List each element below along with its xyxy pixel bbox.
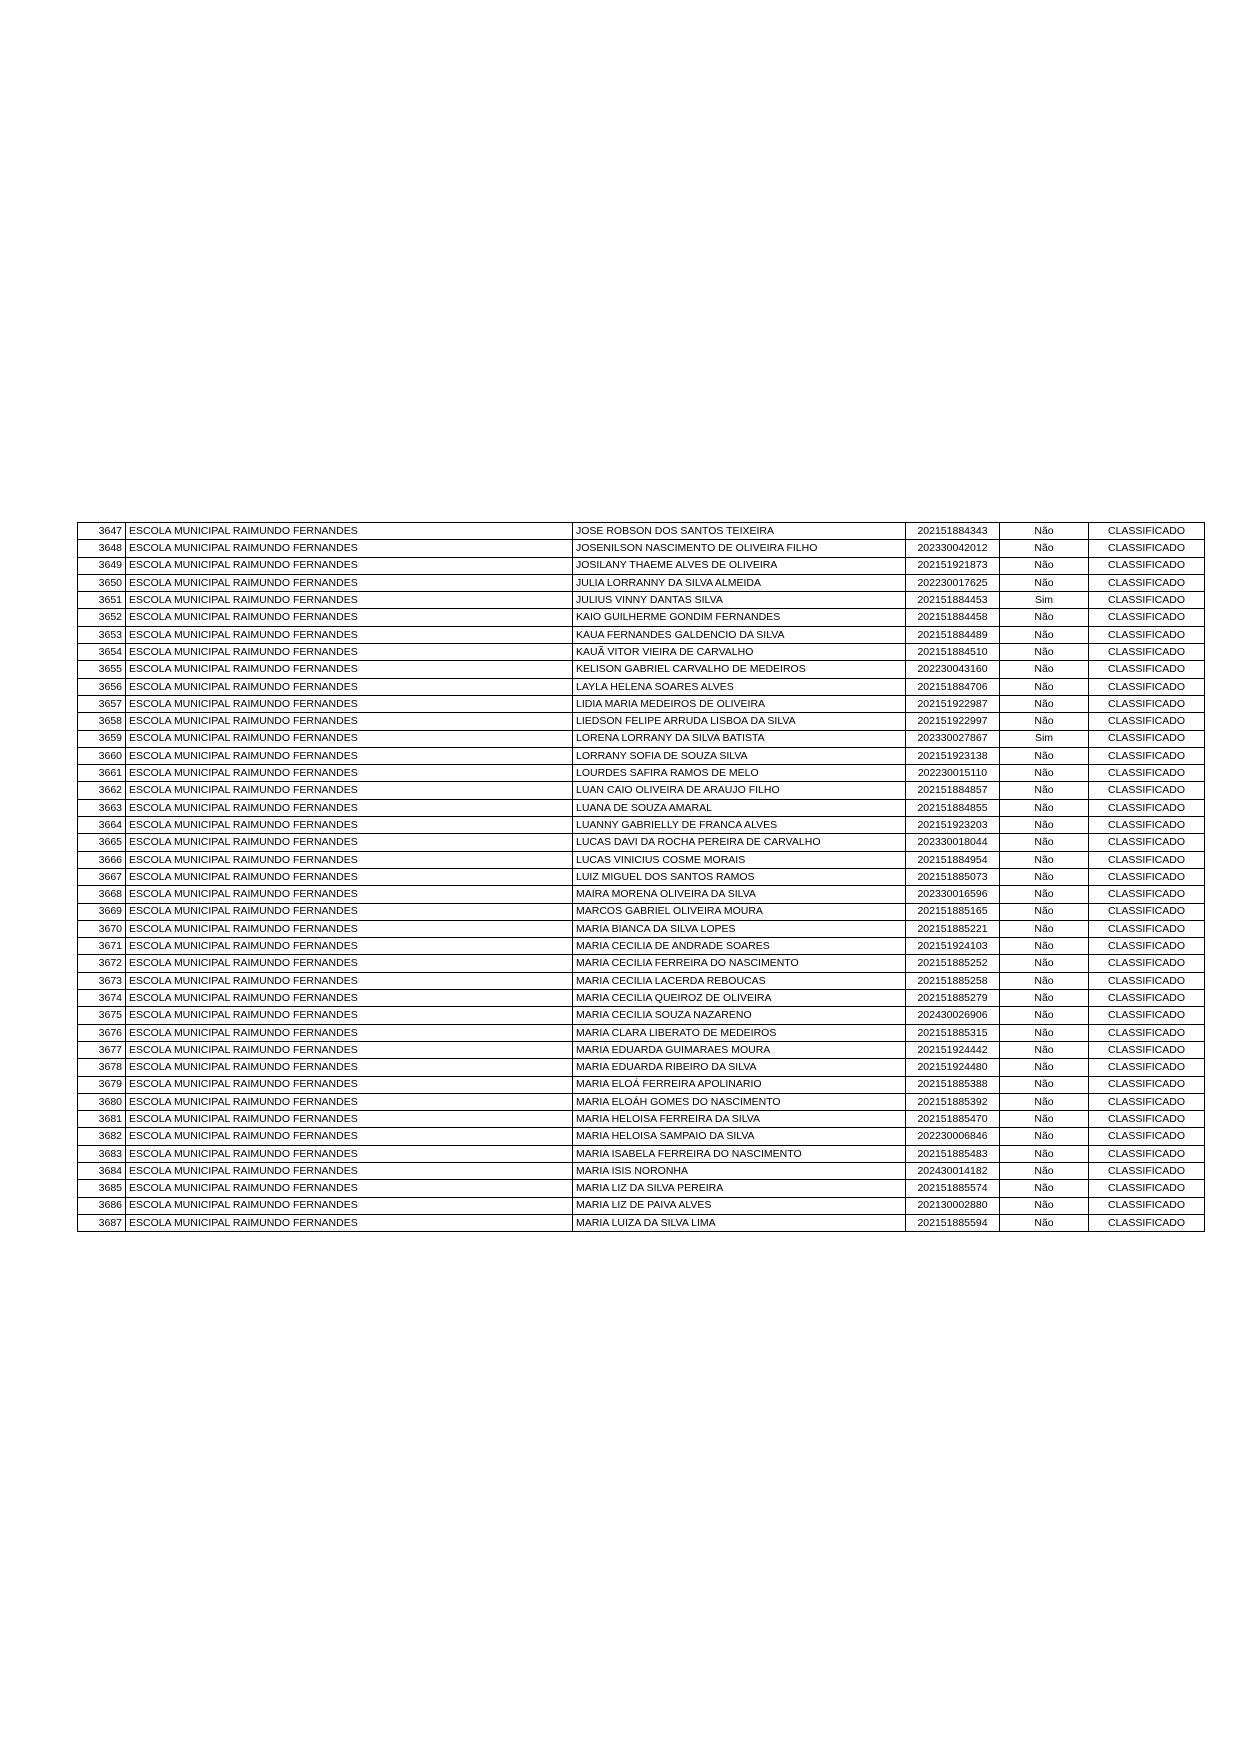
registration-code-cell: 202430014182 (906, 1162, 1000, 1179)
row-number-cell: 3662 (78, 782, 126, 799)
flag-value-cell: Não (1000, 1076, 1089, 1093)
flag-value-cell: Não (1000, 1180, 1089, 1197)
row-number-cell: 3674 (78, 990, 126, 1007)
registration-code-cell: 202151885165 (906, 903, 1000, 920)
student-name-cell: MARIA LUIZA DA SILVA LIMA (573, 1214, 906, 1231)
school-name-cell: ESCOLA MUNICIPAL RAIMUNDO FERNANDES (126, 540, 573, 557)
status-value-cell: CLASSIFICADO (1089, 1162, 1205, 1179)
table-row (78, 540, 1205, 557)
flag-value-cell: Não (1000, 955, 1089, 972)
row-number-cell: 3668 (78, 886, 126, 903)
school-name-cell: ESCOLA MUNICIPAL RAIMUNDO FERNANDES (126, 574, 573, 591)
student-name-cell: LUANNY GABRIELLY DE FRANCA ALVES (573, 817, 906, 834)
table-row (78, 592, 1205, 609)
status-value-cell: CLASSIFICADO (1089, 713, 1205, 730)
flag-value-cell: Não (1000, 817, 1089, 834)
row-number-cell: 3677 (78, 1041, 126, 1058)
status-value-cell: CLASSIFICADO (1089, 765, 1205, 782)
results-table-body (78, 523, 1205, 1232)
flag-value-cell: Não (1000, 540, 1089, 557)
school-name-cell: ESCOLA MUNICIPAL RAIMUNDO FERNANDES (126, 1162, 573, 1179)
table-row (78, 1059, 1205, 1076)
registration-code-cell: 202230043160 (906, 661, 1000, 678)
school-name-cell: ESCOLA MUNICIPAL RAIMUNDO FERNANDES (126, 782, 573, 799)
school-name-cell: ESCOLA MUNICIPAL RAIMUNDO FERNANDES (126, 747, 573, 764)
registration-code-cell: 202151885594 (906, 1214, 1000, 1231)
flag-value-cell: Não (1000, 713, 1089, 730)
flag-value-cell: Não (1000, 1093, 1089, 1110)
school-name-cell: ESCOLA MUNICIPAL RAIMUNDO FERNANDES (126, 626, 573, 643)
table-row (78, 1197, 1205, 1214)
flag-value-cell: Não (1000, 972, 1089, 989)
school-name-cell: ESCOLA MUNICIPAL RAIMUNDO FERNANDES (126, 765, 573, 782)
row-number-cell: 3661 (78, 765, 126, 782)
flag-value-cell: Não (1000, 990, 1089, 1007)
row-number-cell: 3680 (78, 1093, 126, 1110)
student-name-cell: KAUÃ VITOR VIEIRA DE CARVALHO (573, 644, 906, 661)
flag-value-cell: Não (1000, 834, 1089, 851)
row-number-cell: 3648 (78, 540, 126, 557)
student-name-cell: JULIA LORRANNY DA SILVA ALMEIDA (573, 574, 906, 591)
status-value-cell: CLASSIFICADO (1089, 886, 1205, 903)
student-name-cell: MARIA ISIS NORONHA (573, 1162, 906, 1179)
school-name-cell: ESCOLA MUNICIPAL RAIMUNDO FERNANDES (126, 972, 573, 989)
row-number-cell: 3655 (78, 661, 126, 678)
registration-code-cell: 202430026906 (906, 1007, 1000, 1024)
status-value-cell: CLASSIFICADO (1089, 557, 1205, 574)
flag-value-cell: Não (1000, 1007, 1089, 1024)
school-name-cell: ESCOLA MUNICIPAL RAIMUNDO FERNANDES (126, 695, 573, 712)
student-name-cell: JOSILANY THAEME ALVES DE OLIVEIRA (573, 557, 906, 574)
flag-value-cell: Sim (1000, 592, 1089, 609)
registration-code-cell: 202151884343 (906, 523, 1000, 540)
row-number-cell: 3658 (78, 713, 126, 730)
registration-code-cell: 202151922997 (906, 713, 1000, 730)
flag-value-cell: Não (1000, 661, 1089, 678)
row-number-cell: 3659 (78, 730, 126, 747)
school-name-cell: ESCOLA MUNICIPAL RAIMUNDO FERNANDES (126, 1041, 573, 1058)
row-number-cell: 3679 (78, 1076, 126, 1093)
table-row (78, 1007, 1205, 1024)
school-name-cell: ESCOLA MUNICIPAL RAIMUNDO FERNANDES (126, 523, 573, 540)
table-row (78, 851, 1205, 868)
flag-value-cell: Não (1000, 1197, 1089, 1214)
school-name-cell: ESCOLA MUNICIPAL RAIMUNDO FERNANDES (126, 1128, 573, 1145)
table-row (78, 903, 1205, 920)
table-row (78, 1128, 1205, 1145)
row-number-cell: 3684 (78, 1162, 126, 1179)
status-value-cell: CLASSIFICADO (1089, 868, 1205, 885)
table-row (78, 626, 1205, 643)
registration-code-cell: 202151921873 (906, 557, 1000, 574)
status-value-cell: CLASSIFICADO (1089, 938, 1205, 955)
student-name-cell: MARIA LIZ DA SILVA PEREIRA (573, 1180, 906, 1197)
row-number-cell: 3667 (78, 868, 126, 885)
flag-value-cell: Não (1000, 903, 1089, 920)
student-name-cell: KAIO GUILHERME GONDIM FERNANDES (573, 609, 906, 626)
row-number-cell: 3675 (78, 1007, 126, 1024)
table-row (78, 834, 1205, 851)
table-row (78, 695, 1205, 712)
registration-code-cell: 202151924442 (906, 1041, 1000, 1058)
status-value-cell: CLASSIFICADO (1089, 1214, 1205, 1231)
registration-code-cell: 202330016596 (906, 886, 1000, 903)
status-value-cell: CLASSIFICADO (1089, 817, 1205, 834)
school-name-cell: ESCOLA MUNICIPAL RAIMUNDO FERNANDES (126, 851, 573, 868)
registration-code-cell: 202151923138 (906, 747, 1000, 764)
registration-code-cell: 202330042012 (906, 540, 1000, 557)
row-number-cell: 3682 (78, 1128, 126, 1145)
school-name-cell: ESCOLA MUNICIPAL RAIMUNDO FERNANDES (126, 920, 573, 937)
school-name-cell: ESCOLA MUNICIPAL RAIMUNDO FERNANDES (126, 1059, 573, 1076)
table-row (78, 955, 1205, 972)
status-value-cell: CLASSIFICADO (1089, 592, 1205, 609)
row-number-cell: 3652 (78, 609, 126, 626)
row-number-cell: 3657 (78, 695, 126, 712)
table-row (78, 1041, 1205, 1058)
table-row (78, 1214, 1205, 1231)
table-row (78, 678, 1205, 695)
registration-code-cell: 202151885279 (906, 990, 1000, 1007)
flag-value-cell: Não (1000, 782, 1089, 799)
status-value-cell: CLASSIFICADO (1089, 1024, 1205, 1041)
row-number-cell: 3651 (78, 592, 126, 609)
table-row (78, 523, 1205, 540)
status-value-cell: CLASSIFICADO (1089, 661, 1205, 678)
student-name-cell: MARIA CECILIA SOUZA NAZARENO (573, 1007, 906, 1024)
status-value-cell: CLASSIFICADO (1089, 834, 1205, 851)
school-name-cell: ESCOLA MUNICIPAL RAIMUNDO FERNANDES (126, 1024, 573, 1041)
status-value-cell: CLASSIFICADO (1089, 1007, 1205, 1024)
school-name-cell: ESCOLA MUNICIPAL RAIMUNDO FERNANDES (126, 557, 573, 574)
row-number-cell: 3653 (78, 626, 126, 643)
flag-value-cell: Não (1000, 523, 1089, 540)
row-number-cell: 3660 (78, 747, 126, 764)
registration-code-cell: 202151884489 (906, 626, 1000, 643)
student-name-cell: LORENA LORRANY DA SILVA BATISTA (573, 730, 906, 747)
flag-value-cell: Não (1000, 868, 1089, 885)
school-name-cell: ESCOLA MUNICIPAL RAIMUNDO FERNANDES (126, 1076, 573, 1093)
registration-code-cell: 202151885252 (906, 955, 1000, 972)
flag-value-cell: Não (1000, 747, 1089, 764)
registration-code-cell: 202230017625 (906, 574, 1000, 591)
student-name-cell: MAIRA MORENA OLIVEIRA DA SILVA (573, 886, 906, 903)
flag-value-cell: Sim (1000, 730, 1089, 747)
registration-code-cell: 202151885574 (906, 1180, 1000, 1197)
row-number-cell: 3666 (78, 851, 126, 868)
student-name-cell: JULIUS VINNY DANTAS SILVA (573, 592, 906, 609)
flag-value-cell: Não (1000, 1041, 1089, 1058)
student-name-cell: MARIA CECILIA DE ANDRADE SOARES (573, 938, 906, 955)
status-value-cell: CLASSIFICADO (1089, 678, 1205, 695)
table-row (78, 868, 1205, 885)
status-value-cell: CLASSIFICADO (1089, 1197, 1205, 1214)
status-value-cell: CLASSIFICADO (1089, 523, 1205, 540)
row-number-cell: 3669 (78, 903, 126, 920)
status-value-cell: CLASSIFICADO (1089, 920, 1205, 937)
status-value-cell: CLASSIFICADO (1089, 1059, 1205, 1076)
student-name-cell: JOSENILSON NASCIMENTO DE OLIVEIRA FILHO (573, 540, 906, 557)
table-row (78, 1076, 1205, 1093)
flag-value-cell: Não (1000, 644, 1089, 661)
status-value-cell: CLASSIFICADO (1089, 1128, 1205, 1145)
status-value-cell: CLASSIFICADO (1089, 799, 1205, 816)
table-row (78, 1024, 1205, 1041)
student-name-cell: MARIA CECILIA FERREIRA DO NASCIMENTO (573, 955, 906, 972)
school-name-cell: ESCOLA MUNICIPAL RAIMUNDO FERNANDES (126, 713, 573, 730)
status-value-cell: CLASSIFICADO (1089, 972, 1205, 989)
student-name-cell: LUIZ MIGUEL DOS SANTOS RAMOS (573, 868, 906, 885)
table-row (78, 920, 1205, 937)
row-number-cell: 3671 (78, 938, 126, 955)
school-name-cell: ESCOLA MUNICIPAL RAIMUNDO FERNANDES (126, 592, 573, 609)
row-number-cell: 3676 (78, 1024, 126, 1041)
table-row (78, 1180, 1205, 1197)
registration-code-cell: 202151884855 (906, 799, 1000, 816)
student-name-cell: MARIA ISABELA FERREIRA DO NASCIMENTO (573, 1145, 906, 1162)
row-number-cell: 3664 (78, 817, 126, 834)
student-name-cell: KELISON GABRIEL CARVALHO DE MEDEIROS (573, 661, 906, 678)
status-value-cell: CLASSIFICADO (1089, 747, 1205, 764)
status-value-cell: CLASSIFICADO (1089, 990, 1205, 1007)
student-name-cell: MARIA BIANCA DA SILVA LOPES (573, 920, 906, 937)
table-row (78, 747, 1205, 764)
table-row (78, 609, 1205, 626)
table-row (78, 730, 1205, 747)
registration-code-cell: 202151885388 (906, 1076, 1000, 1093)
table-row (78, 799, 1205, 816)
row-number-cell: 3678 (78, 1059, 126, 1076)
flag-value-cell: Não (1000, 1145, 1089, 1162)
flag-value-cell: Não (1000, 886, 1089, 903)
table-row (78, 1162, 1205, 1179)
school-name-cell: ESCOLA MUNICIPAL RAIMUNDO FERNANDES (126, 955, 573, 972)
status-value-cell: CLASSIFICADO (1089, 609, 1205, 626)
student-name-cell: MARIA EDUARDA RIBEIRO DA SILVA (573, 1059, 906, 1076)
status-value-cell: CLASSIFICADO (1089, 574, 1205, 591)
table-row (78, 1145, 1205, 1162)
status-value-cell: CLASSIFICADO (1089, 1041, 1205, 1058)
table-row (78, 661, 1205, 678)
status-value-cell: CLASSIFICADO (1089, 1145, 1205, 1162)
status-value-cell: CLASSIFICADO (1089, 626, 1205, 643)
student-name-cell: KAUA FERNANDES GALDENCIO DA SILVA (573, 626, 906, 643)
registration-code-cell: 202151924103 (906, 938, 1000, 955)
flag-value-cell: Não (1000, 799, 1089, 816)
school-name-cell: ESCOLA MUNICIPAL RAIMUNDO FERNANDES (126, 886, 573, 903)
school-name-cell: ESCOLA MUNICIPAL RAIMUNDO FERNANDES (126, 938, 573, 955)
student-name-cell: MARIA ELOÁH GOMES DO NASCIMENTO (573, 1093, 906, 1110)
row-number-cell: 3670 (78, 920, 126, 937)
registration-code-cell: 202230015110 (906, 765, 1000, 782)
table-row (78, 557, 1205, 574)
row-number-cell: 3685 (78, 1180, 126, 1197)
row-number-cell: 3687 (78, 1214, 126, 1231)
school-name-cell: ESCOLA MUNICIPAL RAIMUNDO FERNANDES (126, 1093, 573, 1110)
status-value-cell: CLASSIFICADO (1089, 1180, 1205, 1197)
flag-value-cell: Não (1000, 1111, 1089, 1128)
row-number-cell: 3647 (78, 523, 126, 540)
student-name-cell: JOSE ROBSON DOS SANTOS TEIXEIRA (573, 523, 906, 540)
registration-code-cell: 202151885470 (906, 1111, 1000, 1128)
school-name-cell: ESCOLA MUNICIPAL RAIMUNDO FERNANDES (126, 834, 573, 851)
school-name-cell: ESCOLA MUNICIPAL RAIMUNDO FERNANDES (126, 1197, 573, 1214)
student-name-cell: MARCOS GABRIEL OLIVEIRA MOURA (573, 903, 906, 920)
row-number-cell: 3654 (78, 644, 126, 661)
row-number-cell: 3673 (78, 972, 126, 989)
flag-value-cell: Não (1000, 1162, 1089, 1179)
school-name-cell: ESCOLA MUNICIPAL RAIMUNDO FERNANDES (126, 1111, 573, 1128)
student-name-cell: MARIA CLARA LIBERATO DE MEDEIROS (573, 1024, 906, 1041)
school-name-cell: ESCOLA MUNICIPAL RAIMUNDO FERNANDES (126, 903, 573, 920)
results-table (77, 522, 1205, 1232)
registration-code-cell: 202151885073 (906, 868, 1000, 885)
row-number-cell: 3681 (78, 1111, 126, 1128)
registration-code-cell: 202151924480 (906, 1059, 1000, 1076)
student-name-cell: LOURDES SAFIRA RAMOS DE MELO (573, 765, 906, 782)
school-name-cell: ESCOLA MUNICIPAL RAIMUNDO FERNANDES (126, 990, 573, 1007)
registration-code-cell: 202151884453 (906, 592, 1000, 609)
flag-value-cell: Não (1000, 765, 1089, 782)
registration-code-cell: 202151884458 (906, 609, 1000, 626)
registration-code-cell: 202151885315 (906, 1024, 1000, 1041)
school-name-cell: ESCOLA MUNICIPAL RAIMUNDO FERNANDES (126, 1145, 573, 1162)
flag-value-cell: Não (1000, 851, 1089, 868)
status-value-cell: CLASSIFICADO (1089, 730, 1205, 747)
student-name-cell: MARIA ELOÁ FERREIRA APOLINARIO (573, 1076, 906, 1093)
flag-value-cell: Não (1000, 920, 1089, 937)
school-name-cell: ESCOLA MUNICIPAL RAIMUNDO FERNANDES (126, 1180, 573, 1197)
school-name-cell: ESCOLA MUNICIPAL RAIMUNDO FERNANDES (126, 1214, 573, 1231)
registration-code-cell: 202151885258 (906, 972, 1000, 989)
flag-value-cell: Não (1000, 695, 1089, 712)
student-name-cell: LAYLA HELENA SOARES ALVES (573, 678, 906, 695)
status-value-cell: CLASSIFICADO (1089, 540, 1205, 557)
school-name-cell: ESCOLA MUNICIPAL RAIMUNDO FERNANDES (126, 678, 573, 695)
row-number-cell: 3672 (78, 955, 126, 972)
student-name-cell: LIDIA MARIA MEDEIROS DE OLIVEIRA (573, 695, 906, 712)
table-row (78, 782, 1205, 799)
table-row (78, 990, 1205, 1007)
table-row (78, 938, 1205, 955)
registration-code-cell: 202130002880 (906, 1197, 1000, 1214)
student-name-cell: MARIA LIZ DE PAIVA ALVES (573, 1197, 906, 1214)
student-name-cell: LUCAS DAVI DA ROCHA PEREIRA DE CARVALHO (573, 834, 906, 851)
student-name-cell: MARIA HELOISA FERREIRA DA SILVA (573, 1111, 906, 1128)
student-name-cell: LUANA DE SOUZA AMARAL (573, 799, 906, 816)
school-name-cell: ESCOLA MUNICIPAL RAIMUNDO FERNANDES (126, 730, 573, 747)
student-name-cell: MARIA CECILIA LACERDA REBOUCAS (573, 972, 906, 989)
flag-value-cell: Não (1000, 626, 1089, 643)
table-row (78, 817, 1205, 834)
table-row (78, 886, 1205, 903)
registration-code-cell: 202151885483 (906, 1145, 1000, 1162)
registration-code-cell: 202151884954 (906, 851, 1000, 868)
student-name-cell: LORRANY SOFIA DE SOUZA SILVA (573, 747, 906, 764)
flag-value-cell: Não (1000, 1059, 1089, 1076)
status-value-cell: CLASSIFICADO (1089, 644, 1205, 661)
flag-value-cell: Não (1000, 938, 1089, 955)
flag-value-cell: Não (1000, 678, 1089, 695)
registration-code-cell: 202330027867 (906, 730, 1000, 747)
flag-value-cell: Não (1000, 574, 1089, 591)
registration-code-cell: 202151885392 (906, 1093, 1000, 1110)
status-value-cell: CLASSIFICADO (1089, 1111, 1205, 1128)
student-name-cell: MARIA CECILIA QUEIROZ DE OLIVEIRA (573, 990, 906, 1007)
school-name-cell: ESCOLA MUNICIPAL RAIMUNDO FERNANDES (126, 817, 573, 834)
registration-code-cell: 202330018044 (906, 834, 1000, 851)
row-number-cell: 3683 (78, 1145, 126, 1162)
table-row (78, 574, 1205, 591)
table-row (78, 713, 1205, 730)
school-name-cell: ESCOLA MUNICIPAL RAIMUNDO FERNANDES (126, 644, 573, 661)
student-name-cell: LUAN CAIO OLIVEIRA DE ARAUJO FILHO (573, 782, 906, 799)
student-name-cell: MARIA HELOISA SAMPAIO DA SILVA (573, 1128, 906, 1145)
registration-code-cell: 202151922987 (906, 695, 1000, 712)
flag-value-cell: Não (1000, 1214, 1089, 1231)
flag-value-cell: Não (1000, 1024, 1089, 1041)
status-value-cell: CLASSIFICADO (1089, 695, 1205, 712)
table-row (78, 765, 1205, 782)
registration-code-cell: 202151885221 (906, 920, 1000, 937)
row-number-cell: 3656 (78, 678, 126, 695)
status-value-cell: CLASSIFICADO (1089, 851, 1205, 868)
table-row (78, 972, 1205, 989)
status-value-cell: CLASSIFICADO (1089, 955, 1205, 972)
row-number-cell: 3663 (78, 799, 126, 816)
student-name-cell: LIEDSON FELIPE ARRUDA LISBOA DA SILVA (573, 713, 906, 730)
row-number-cell: 3665 (78, 834, 126, 851)
table-row (78, 1093, 1205, 1110)
registration-code-cell: 202151884706 (906, 678, 1000, 695)
school-name-cell: ESCOLA MUNICIPAL RAIMUNDO FERNANDES (126, 661, 573, 678)
status-value-cell: CLASSIFICADO (1089, 782, 1205, 799)
status-value-cell: CLASSIFICADO (1089, 1076, 1205, 1093)
school-name-cell: ESCOLA MUNICIPAL RAIMUNDO FERNANDES (126, 1007, 573, 1024)
table-row (78, 644, 1205, 661)
school-name-cell: ESCOLA MUNICIPAL RAIMUNDO FERNANDES (126, 868, 573, 885)
row-number-cell: 3649 (78, 557, 126, 574)
registration-code-cell: 202151923203 (906, 817, 1000, 834)
table-row (78, 1111, 1205, 1128)
school-name-cell: ESCOLA MUNICIPAL RAIMUNDO FERNANDES (126, 799, 573, 816)
school-name-cell: ESCOLA MUNICIPAL RAIMUNDO FERNANDES (126, 609, 573, 626)
status-value-cell: CLASSIFICADO (1089, 1093, 1205, 1110)
status-value-cell: CLASSIFICADO (1089, 903, 1205, 920)
row-number-cell: 3650 (78, 574, 126, 591)
student-name-cell: MARIA EDUARDA GUIMARAES MOURA (573, 1041, 906, 1058)
student-name-cell: LUCAS VINICIUS COSME MORAIS (573, 851, 906, 868)
flag-value-cell: Não (1000, 557, 1089, 574)
row-number-cell: 3686 (78, 1197, 126, 1214)
registration-code-cell: 202151884857 (906, 782, 1000, 799)
flag-value-cell: Não (1000, 1128, 1089, 1145)
registration-code-cell: 202230006846 (906, 1128, 1000, 1145)
registration-code-cell: 202151884510 (906, 644, 1000, 661)
flag-value-cell: Não (1000, 609, 1089, 626)
